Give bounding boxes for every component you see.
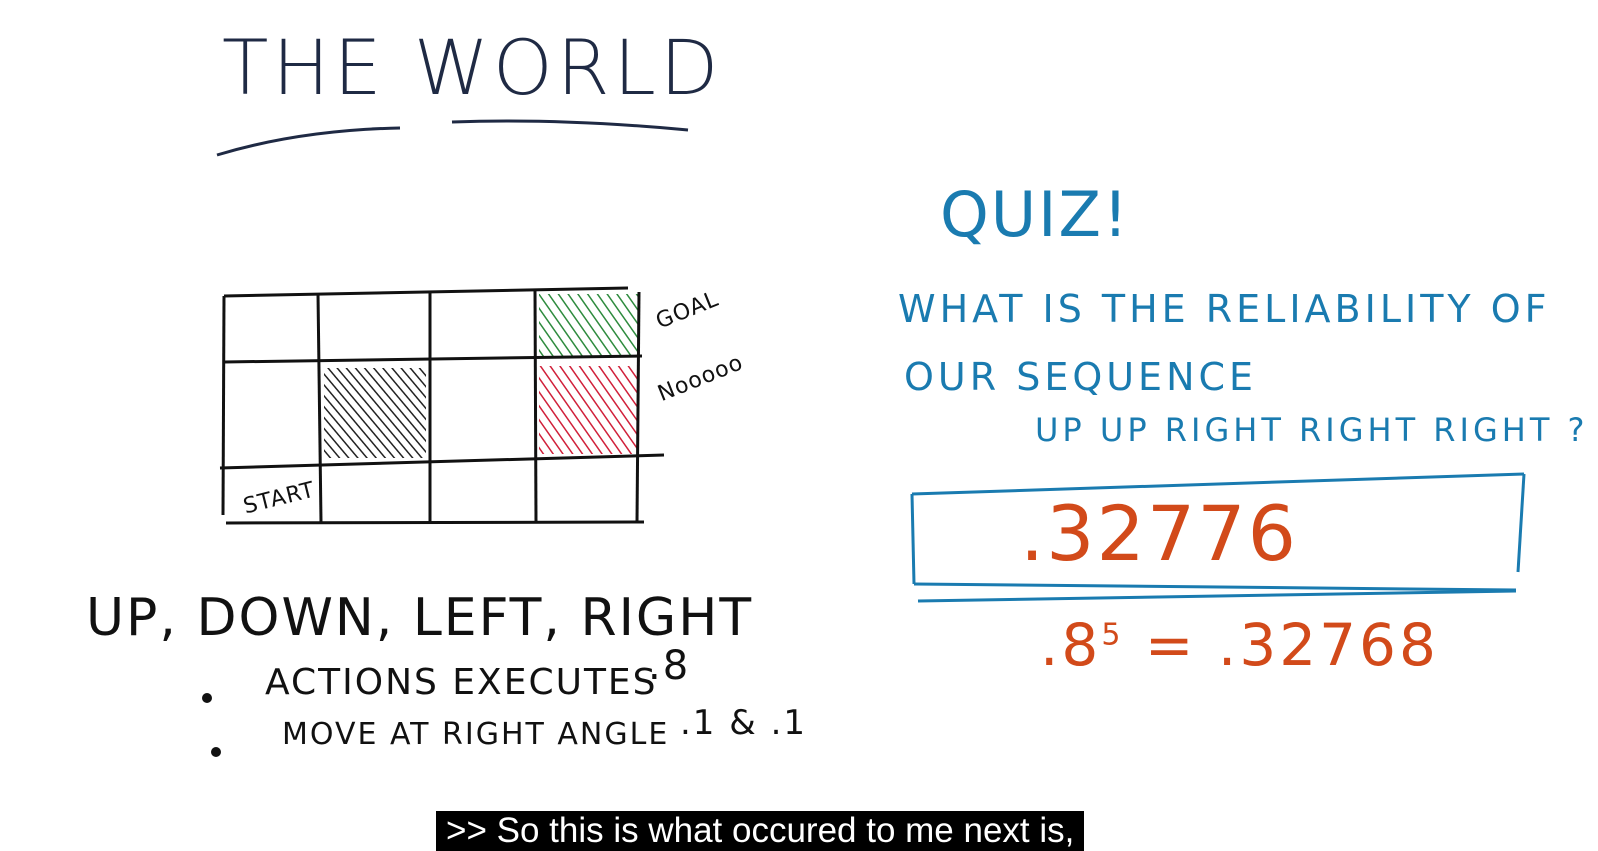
wall-cell — [324, 368, 426, 458]
bullet-2-value: .1 & .1 — [680, 703, 808, 743]
world-title: THE WORLD — [222, 23, 723, 112]
bullet-1-value: .8 — [648, 643, 691, 689]
pit-cell — [539, 366, 639, 454]
calc-result: = .32768 — [1144, 611, 1439, 679]
quiz-question-line-2: OUR SEQUENCE — [904, 355, 1258, 399]
goal-label: GOAL — [652, 286, 723, 335]
quiz-answer: .32776 — [1020, 489, 1298, 578]
bullet-dot-1 — [202, 693, 212, 703]
pit-label: Nooooo — [654, 350, 747, 407]
calc-exponent: 5 — [1101, 617, 1124, 653]
video-caption: >> So this is what occured to me next is, — [436, 811, 1084, 851]
goal-cell — [539, 294, 639, 356]
bullet-1-text: ACTIONS EXECUTES — [265, 662, 658, 703]
quiz-question-line-3: UP UP RIGHT RIGHT RIGHT ? — [1035, 411, 1589, 449]
title-underline-left — [217, 128, 400, 155]
actions-heading: UP, DOWN, LEFT, RIGHT — [86, 588, 754, 648]
bullet-dot-2 — [211, 747, 221, 757]
quiz-question-line-1: WHAT IS THE RELIABILITY OF — [898, 287, 1551, 331]
quiz-title: QUIZ! — [940, 178, 1130, 251]
quiz-calculation — [1040, 611, 1439, 679]
title-underline-right — [452, 121, 688, 130]
calc-base: .8 — [1040, 611, 1102, 679]
start-label: START — [240, 477, 318, 520]
bullet-2-text: MOVE AT RIGHT ANGLE — [282, 717, 670, 752]
